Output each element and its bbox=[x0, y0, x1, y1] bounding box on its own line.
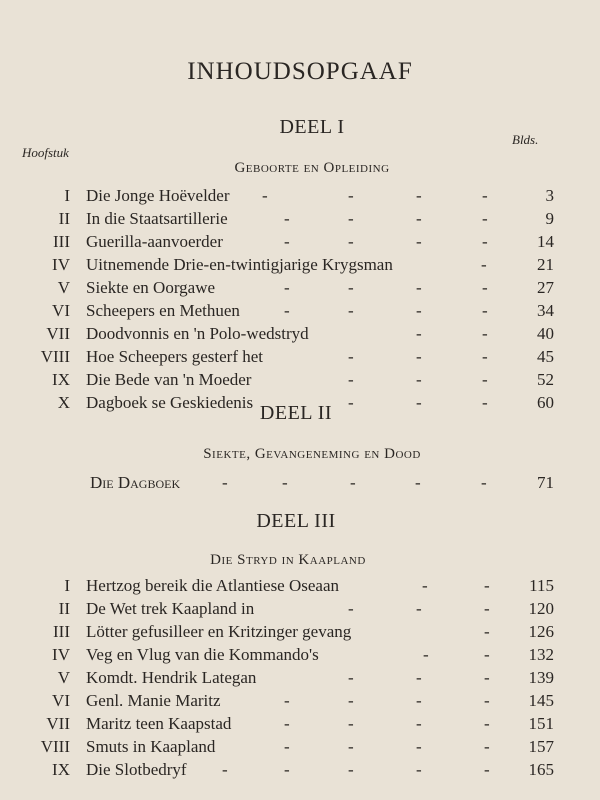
chapter-page-number: 132 bbox=[528, 645, 554, 664]
chapter-page-number: 14 bbox=[537, 232, 554, 251]
chapter-title: De Wet trek Kaapland in bbox=[86, 599, 255, 618]
chapter-number: X bbox=[57, 393, 70, 412]
chapter-page-number: 165 bbox=[528, 760, 554, 779]
leader-dash: - bbox=[348, 760, 354, 779]
deel-2-entry bbox=[0, 472, 600, 494]
chapter-number: III bbox=[53, 232, 70, 251]
leader-dash: - bbox=[481, 473, 487, 492]
chapter-page-number: 34 bbox=[537, 301, 554, 320]
chapter-row bbox=[0, 300, 600, 322]
chapter-page-number: 45 bbox=[537, 347, 554, 366]
leader-dash: - bbox=[484, 737, 490, 756]
leader-dash: - bbox=[222, 473, 228, 492]
hoofstuk-label: Hoofstuk bbox=[22, 145, 69, 160]
leader-dash: - bbox=[416, 599, 422, 618]
leader-dash: - bbox=[350, 473, 356, 492]
chapter-row bbox=[0, 598, 600, 620]
leader-dash: - bbox=[284, 714, 290, 733]
leader-dash: - bbox=[482, 232, 488, 251]
chapter-title: Die Jonge Hoëvelder bbox=[86, 186, 230, 205]
chapter-number: II bbox=[58, 209, 70, 228]
deel-3-heading: DEEL III bbox=[256, 510, 336, 532]
chapter-number: IV bbox=[52, 645, 70, 664]
leader-dash: - bbox=[284, 691, 290, 710]
leader-dash: - bbox=[422, 576, 428, 595]
leader-dash: - bbox=[284, 301, 290, 320]
leader-dash: - bbox=[348, 186, 354, 205]
chapter-title: Komdt. Hendrik Lategan bbox=[86, 668, 257, 687]
chapter-number: I bbox=[64, 576, 70, 595]
chapter-title: Doodvonnis en 'n Polo-wedstryd bbox=[86, 324, 309, 343]
leader-dash: - bbox=[416, 186, 422, 205]
chapter-title: Smuts in Kaapland bbox=[86, 737, 216, 756]
leader-dash: - bbox=[482, 393, 488, 412]
chapter-row bbox=[0, 277, 600, 299]
chapter-number: III bbox=[53, 622, 70, 641]
chapter-row bbox=[0, 736, 600, 758]
leader-dash: - bbox=[262, 186, 268, 205]
chapter-row bbox=[0, 231, 600, 253]
leader-dash: - bbox=[423, 645, 429, 664]
chapter-row bbox=[0, 713, 600, 735]
entry-title: Die Dagboek bbox=[90, 473, 181, 492]
chapter-page-number: 120 bbox=[528, 599, 554, 618]
leader-dash: - bbox=[348, 232, 354, 251]
deel-2-heading: DEEL II bbox=[259, 402, 333, 424]
chapter-page-number: 145 bbox=[528, 691, 554, 710]
deel-3-section-title: Die Stryd in Kaapland bbox=[210, 552, 366, 568]
leader-dash: - bbox=[348, 691, 354, 710]
chapter-number: IV bbox=[52, 255, 70, 274]
leader-dash: - bbox=[416, 232, 422, 251]
chapter-number: IX bbox=[52, 760, 70, 779]
blads-label: Blds. bbox=[512, 132, 539, 147]
chapter-page-number: 139 bbox=[528, 668, 554, 687]
chapter-page-number: 157 bbox=[528, 737, 554, 756]
chapter-row bbox=[0, 644, 600, 666]
chapter-title: Hertzog bereik die Atlantiese Oseaan bbox=[86, 576, 340, 595]
chapter-page-number: 40 bbox=[537, 324, 554, 343]
deel-1-heading: DEEL I bbox=[279, 116, 345, 138]
chapter-title: Maritz teen Kaapstad bbox=[86, 714, 232, 733]
chapter-page-number: 126 bbox=[528, 622, 554, 641]
leader-dash: - bbox=[482, 347, 488, 366]
chapter-number: II bbox=[58, 599, 70, 618]
chapter-row bbox=[0, 254, 600, 276]
leader-dash: - bbox=[482, 186, 488, 205]
leader-dash: - bbox=[484, 645, 490, 664]
chapter-number: V bbox=[57, 668, 70, 687]
leader-dash: - bbox=[348, 737, 354, 756]
leader-dash: - bbox=[482, 278, 488, 297]
chapter-number: VI bbox=[52, 691, 70, 710]
leader-dash: - bbox=[348, 599, 354, 618]
chapter-number: VIII bbox=[40, 737, 70, 756]
chapter-title: Lötter gefusilleer en Kritzinger gevang bbox=[86, 622, 352, 641]
leader-dash: - bbox=[481, 255, 487, 274]
leader-dash: - bbox=[416, 278, 422, 297]
chapter-title: Veg en Vlug van die Kommando's bbox=[86, 645, 319, 664]
chapter-title: Siekte en Oorgawe bbox=[86, 278, 216, 297]
leader-dash: - bbox=[416, 324, 422, 343]
leader-dash: - bbox=[484, 691, 490, 710]
leader-dash: - bbox=[348, 714, 354, 733]
chapter-title: Hoe Scheepers gesterf het bbox=[86, 347, 264, 366]
chapter-title: Dagboek se Geskiedenis bbox=[86, 393, 254, 412]
chapter-number: VIII bbox=[40, 347, 70, 366]
chapter-page-number: 27 bbox=[537, 278, 554, 297]
leader-dash: - bbox=[484, 576, 490, 595]
leader-dash: - bbox=[484, 599, 490, 618]
leader-dash: - bbox=[416, 209, 422, 228]
chapter-row bbox=[0, 323, 600, 345]
leader-dash: - bbox=[416, 737, 422, 756]
chapter-page-number: 9 bbox=[545, 209, 554, 228]
chapter-row bbox=[0, 185, 600, 207]
chapter-page-number: 21 bbox=[537, 255, 554, 274]
deel-1-section-title: Geboorte en Opleiding bbox=[234, 160, 390, 176]
chapter-title: Die Bede van 'n Moeder bbox=[86, 370, 252, 389]
page-title: INHOUDSOPGAAF bbox=[187, 58, 413, 85]
leader-dash: - bbox=[348, 347, 354, 366]
chapter-page-number: 60 bbox=[537, 393, 554, 412]
leader-dash: - bbox=[482, 301, 488, 320]
leader-dash: - bbox=[416, 393, 422, 412]
chapter-title: Genl. Manie Maritz bbox=[86, 691, 221, 710]
deel-2-section-title: Siekte, Gevangeneming en Dood bbox=[203, 446, 421, 462]
chapter-title: Die Slotbedryf bbox=[86, 760, 187, 779]
leader-dash: - bbox=[284, 737, 290, 756]
chapter-number: I bbox=[64, 186, 70, 205]
chapter-title: Guerilla-aanvoerder bbox=[86, 232, 223, 251]
leader-dash: - bbox=[484, 714, 490, 733]
leader-dash: - bbox=[222, 760, 228, 779]
leader-dash: - bbox=[284, 278, 290, 297]
chapter-page-number: 151 bbox=[528, 714, 554, 733]
leader-dash: - bbox=[482, 209, 488, 228]
leader-dash: - bbox=[282, 473, 288, 492]
leader-dash: - bbox=[482, 370, 488, 389]
leader-dash: - bbox=[348, 301, 354, 320]
chapter-row bbox=[0, 621, 600, 643]
chapter-page-number: 3 bbox=[545, 186, 554, 205]
chapter-row bbox=[0, 369, 600, 391]
leader-dash: - bbox=[484, 622, 490, 641]
leader-dash: - bbox=[416, 714, 422, 733]
chapter-row bbox=[0, 346, 600, 368]
leader-dash: - bbox=[348, 278, 354, 297]
leader-dash: - bbox=[284, 760, 290, 779]
leader-dash: - bbox=[416, 370, 422, 389]
chapter-page-number: 115 bbox=[529, 576, 554, 595]
chapter-number: V bbox=[57, 278, 70, 297]
chapter-title: In die Staatsartillerie bbox=[86, 209, 228, 228]
chapter-row bbox=[0, 575, 600, 597]
leader-dash: - bbox=[348, 370, 354, 389]
chapter-number: IX bbox=[52, 370, 70, 389]
chapter-row bbox=[0, 690, 600, 712]
leader-dash: - bbox=[416, 760, 422, 779]
leader-dash: - bbox=[348, 209, 354, 228]
leader-dash: - bbox=[416, 347, 422, 366]
entry-page-number: 71 bbox=[537, 473, 554, 492]
chapter-number: VII bbox=[46, 714, 70, 733]
leader-dash: - bbox=[415, 473, 421, 492]
chapter-number: VI bbox=[52, 301, 70, 320]
chapter-row bbox=[0, 759, 600, 781]
leader-dash: - bbox=[484, 668, 490, 687]
leader-dash: - bbox=[416, 691, 422, 710]
chapter-title: Uitnemende Drie-en-twintigjarige Krygsman bbox=[86, 255, 393, 274]
leader-dash: - bbox=[284, 209, 290, 228]
leader-dash: - bbox=[284, 232, 290, 251]
chapter-title: Scheepers en Methuen bbox=[86, 301, 240, 320]
chapter-row bbox=[0, 667, 600, 689]
chapter-page-number: 52 bbox=[537, 370, 554, 389]
leader-dash: - bbox=[484, 760, 490, 779]
leader-dash: - bbox=[482, 324, 488, 343]
leader-dash: - bbox=[416, 668, 422, 687]
leader-dash: - bbox=[416, 301, 422, 320]
leader-dash: - bbox=[348, 668, 354, 687]
leader-dash: - bbox=[348, 393, 354, 412]
chapter-row bbox=[0, 208, 600, 230]
chapter-number: VII bbox=[46, 324, 70, 343]
